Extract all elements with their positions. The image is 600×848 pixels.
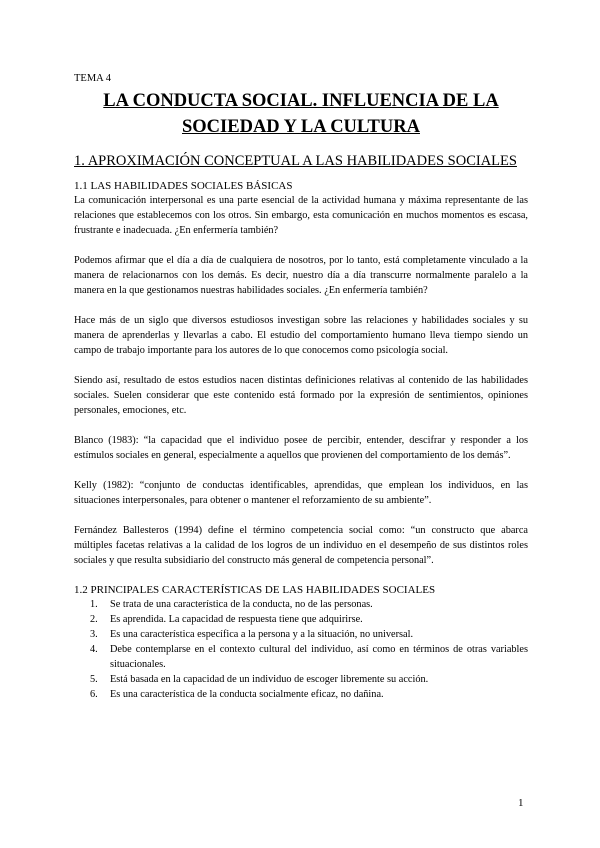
main-title-line-1: LA CONDUCTA SOCIAL. INFLUENCIA DE LA — [103, 91, 499, 111]
subsection-1-2-title: 1.2 PRINCIPALES CARACTERÍSTICAS DE LAS HABILIDADES SOCIALES — [74, 584, 436, 596]
list-item — [74, 687, 528, 702]
main-title-line-2: SOCIEDAD Y LA CULTURA — [182, 117, 420, 137]
characteristics-list — [74, 597, 528, 702]
paragraph: Podemos afirmar que el día a día de cualquiera de nosotros, por lo tanto, está completamente vinculado a la manera de relacionarnos con los demás. Es decir, nuestro día a día transcurre normalmente paralelo a la manera en la que gestionamos nuestras habilidades sociales. ¿En enfermería también? — [74, 255, 528, 296]
quote-blanco: Blanco (1983): “la capacidad que el individuo posee de percibir, entender, descifrar y responder a los estímulos sociales en general, especialmente a aquellos que provienen del comportamiento de los demás”. — [74, 435, 528, 461]
list-item — [74, 612, 528, 627]
list-item-text: Es una característica específica a la persona y a la situación, no universal. — [110, 629, 414, 640]
topic-label: TEMA 4 — [74, 73, 112, 84]
list-item — [74, 627, 528, 642]
quote-fernandez-ballesteros: Fernández Ballesteros (1994) define el término competencia social como: “un constructo que abarca múltiples facetas relativas a la calidad de los logros de un individuo en el desempeño de sus distintos roles sociales y que resulta subsidiario del constructo más general de competencia personal”. — [74, 525, 528, 566]
quote-kelly: Kelly (1982): “conjunto de conductas identificables, aprendidas, que emplean los individuos, en las situaciones interpersonales, para obtener o mantener el reforzamiento de su ambiente”. — [74, 480, 528, 506]
list-item — [74, 642, 528, 672]
list-item — [74, 672, 528, 687]
page-number: 1 — [518, 797, 524, 809]
list-item-text: Es una característica de la conducta socialmente eficaz, no dañina. — [110, 689, 384, 700]
list-item-number: 2. — [90, 614, 98, 625]
list-item-text: Debe contemplarse en el contexto cultural del individuo, así como en términos de otras variables situacionales. — [110, 644, 528, 670]
list-item-number: 3. — [90, 629, 98, 640]
subsection-1-1-title: 1.1 LAS HABILIDADES SOCIALES BÁSICAS — [74, 180, 293, 192]
list-item-number: 5. — [90, 674, 98, 685]
section-1-title: 1. APROXIMACIÓN CONCEPTUAL A LAS HABILIDADES SOCIALES — [74, 153, 517, 169]
list-item — [74, 597, 528, 612]
list-item-text: Es aprendida. La capacidad de respuesta tiene que adquirirse. — [110, 614, 363, 625]
page-content — [74, 72, 528, 702]
paragraph: La comunicación interpersonal es una parte esencial de la actividad humana y máxima representante de las relaciones que establecemos con los otros. Sin embargo, esta comunicación en muchos momentos es escasa, frustrante e inadecuada. ¿En enfermería también? — [74, 195, 528, 236]
list-item-number: 1. — [90, 599, 98, 610]
paragraph: Siendo así, resultado de estos estudios nacen distintas definiciones relativas al contenido de las habilidades sociales. Suelen considerar que este contenido está formado por la expresión de sentimientos, opiniones personales, emociones, etc. — [74, 375, 528, 416]
list-item-text: Se trata de una característica de la conducta, no de las personas. — [110, 599, 373, 610]
paragraph: Hace más de un siglo que diversos estudiosos investigan sobre las relaciones y habilidades sociales y su manera de aprenderlas y llevarlas a cabo. El estudio del comportamiento humano lleva tiempo siendo un campo de trabajo importante para los autores de lo que conocemos como psicología social. — [74, 315, 528, 356]
main-title — [74, 88, 528, 140]
list-item-number: 6. — [90, 689, 98, 700]
list-item-number: 4. — [90, 644, 98, 655]
list-item-text: Está basada en la capacidad de un individuo de escoger libremente su acción. — [110, 674, 429, 685]
